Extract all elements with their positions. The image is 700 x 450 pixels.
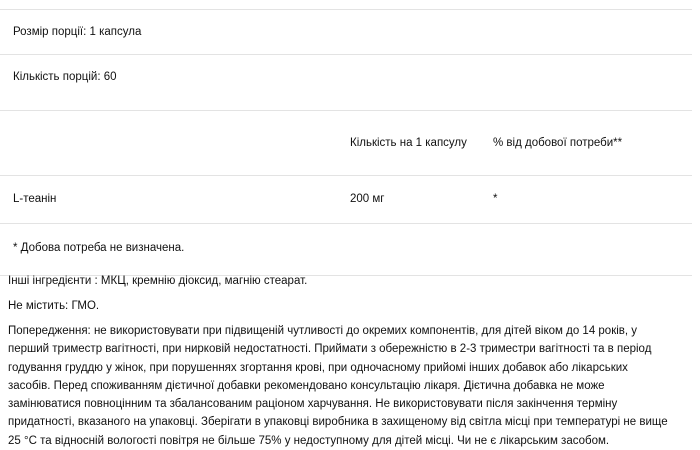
- warning-line: Попередження: не використовувати при підвищеній чутливості до окремих компонентів, для дітей віком до 14 років, у: [8, 325, 638, 337]
- column-header-amount: Кількість на 1 капсулу: [350, 137, 467, 149]
- warning-line: придатності, вказаного на упаковці. Зберігати в упаковці виробника в захищеному від світла місці при температурі не вище: [8, 416, 668, 429]
- footnote-text: * Добова потреба не визначена.: [13, 242, 185, 254]
- serving-size-row: [0, 9, 692, 55]
- warning-line: 25 °С та відносній вологості повітря не більше 75% у недоступному для дітей місці. Чи не є лікарським засобом.: [8, 434, 610, 447]
- ingredient-daily-value: *: [493, 193, 498, 205]
- footnote-row: [0, 224, 692, 276]
- servings-count-row: [0, 55, 692, 111]
- servings-count-text: Кількість порцій: 60: [13, 71, 117, 83]
- warning-block: [8, 322, 694, 450]
- other-ingredients: Інші інгредієнти : МКЦ, кремнію діоксид, магнію стеарат.: [8, 275, 308, 287]
- warning-line: перший триместр вагітності, при нирковій недостатності. Приймати з обережністю в 2-3 триместри вагітності та в період: [8, 343, 652, 356]
- warning-line: засобів. Перед споживанням дієтичної добавки рекомендовано консультацію лікаря. Дієтична добавка не може: [8, 379, 605, 392]
- column-header-daily-value: % від добової потреби**: [493, 137, 623, 149]
- serving-size-text: Розмір порції: 1 капсула: [13, 26, 142, 38]
- ingredient-row: [0, 176, 692, 224]
- table-header-row: [0, 111, 692, 176]
- warning-line: годування груддю у жінок, при порушеннях згортання крові, при одночасному прийомі інших добавок або лікарських: [8, 361, 628, 374]
- ingredient-name: L-теанін: [13, 193, 57, 205]
- ingredient-amount: 200 мг: [350, 193, 385, 205]
- free-of-text: Не містить: ГМО.: [8, 300, 100, 312]
- warning-line: замінюватися повноцінним та збалансованим раціоном харчування. Не використовувати після закінчення терміну: [8, 398, 618, 411]
